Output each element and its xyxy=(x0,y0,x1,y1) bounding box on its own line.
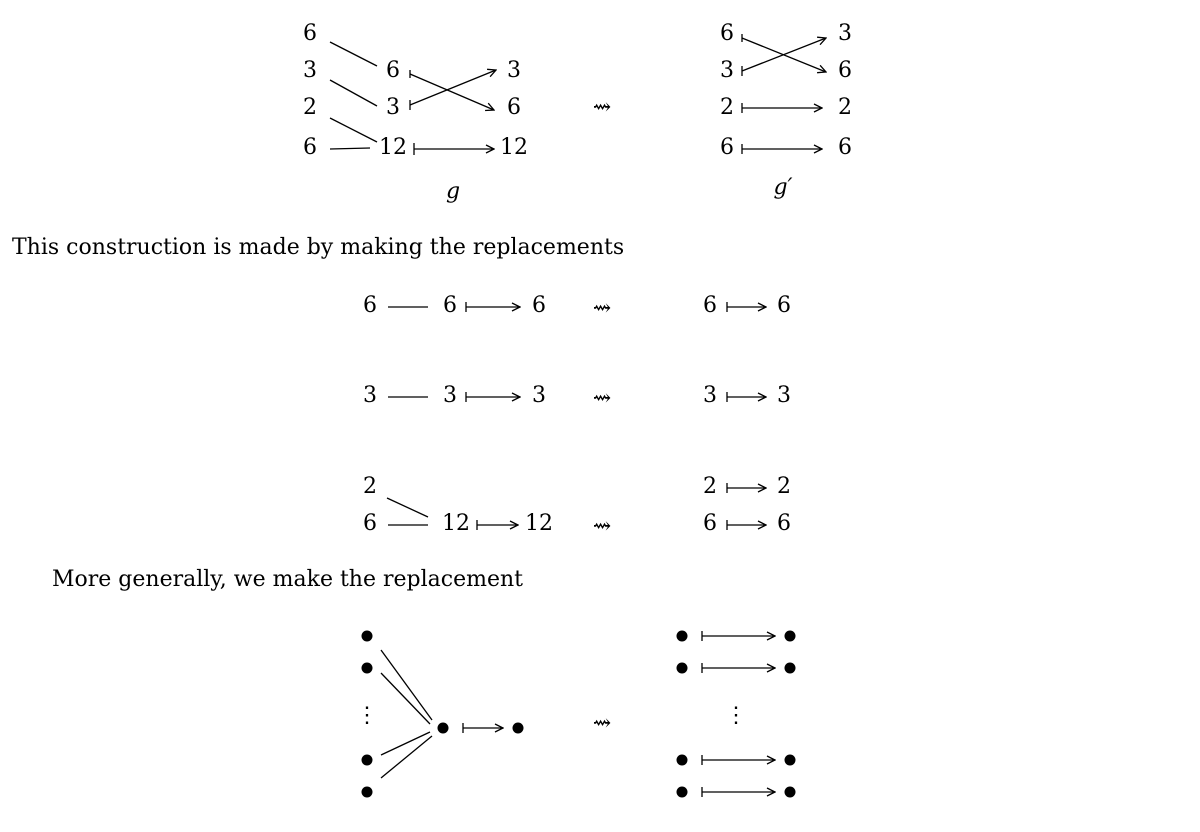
g-mid-2: 3 xyxy=(386,95,400,120)
gp-right-3: 2 xyxy=(838,95,852,120)
g-prime-label: g′ xyxy=(773,175,793,200)
dot xyxy=(677,787,688,798)
r2-mid: 3 xyxy=(443,383,457,408)
gp-right-2: 6 xyxy=(838,58,852,83)
g-mid-1: 6 xyxy=(386,58,400,83)
paragraph-replacements: This construction is made by making the replacements xyxy=(12,235,625,260)
dot xyxy=(785,787,796,798)
squiggle-arrow: ⇝ xyxy=(592,95,612,120)
r1-mid: 6 xyxy=(443,293,457,318)
gp-left-4: 6 xyxy=(720,135,734,160)
paragraph-general: More generally, we make the replacement xyxy=(52,567,523,592)
general-left-vdots: ⋮ xyxy=(356,703,378,728)
r1-squiggle: ⇝ xyxy=(592,296,612,321)
dot xyxy=(677,663,688,674)
r3-left-top: 2 xyxy=(363,474,377,499)
r2-left: 3 xyxy=(363,383,377,408)
g-right-3: 12 xyxy=(500,135,528,160)
diagram-g-prime-lines xyxy=(742,34,826,154)
r2-squiggle: ⇝ xyxy=(592,386,612,411)
dot xyxy=(362,663,373,674)
dot xyxy=(362,631,373,642)
dot xyxy=(362,787,373,798)
gp-left-1: 6 xyxy=(720,21,734,46)
r1-right: 6 xyxy=(532,293,546,318)
r3-out-bottom-left: 6 xyxy=(703,511,717,536)
diagram-g-lines xyxy=(330,42,496,155)
r2-right: 3 xyxy=(532,383,546,408)
r2-out-left: 3 xyxy=(703,383,717,408)
general-squiggle: ⇝ xyxy=(592,711,612,736)
dot xyxy=(785,755,796,766)
g-left-2: 3 xyxy=(303,58,317,83)
r3-out-bottom-right: 6 xyxy=(777,511,791,536)
r1-out-right: 6 xyxy=(777,293,791,318)
dot xyxy=(785,631,796,642)
dot xyxy=(438,723,449,734)
dot xyxy=(513,723,524,734)
gp-left-3: 2 xyxy=(720,95,734,120)
r1-out-left: 6 xyxy=(703,293,717,318)
g-right-2: 6 xyxy=(507,95,521,120)
r3-mid: 12 xyxy=(442,511,470,536)
dot xyxy=(362,755,373,766)
g-label: g xyxy=(445,179,461,204)
g-left-1: 6 xyxy=(303,21,317,46)
general-fan-lines xyxy=(381,650,503,778)
dot xyxy=(677,631,688,642)
r2-out-right: 3 xyxy=(777,383,791,408)
gp-left-2: 3 xyxy=(720,58,734,83)
g-mid-3: 12 xyxy=(379,135,407,160)
gp-right-1: 3 xyxy=(838,21,852,46)
r1-left: 6 xyxy=(363,293,377,318)
r3-out-top-left: 2 xyxy=(703,474,717,499)
dot xyxy=(677,755,688,766)
g-left-3: 2 xyxy=(303,95,317,120)
r3-squiggle: ⇝ xyxy=(592,514,612,539)
r3-out-top-right: 2 xyxy=(777,474,791,499)
r3-right: 12 xyxy=(525,511,553,536)
g-left-4: 6 xyxy=(303,135,317,160)
r3-left-bottom: 6 xyxy=(363,511,377,536)
general-right-vdots: ⋮ xyxy=(725,703,747,728)
gp-right-4: 6 xyxy=(838,135,852,160)
g-right-1: 3 xyxy=(507,58,521,83)
dot xyxy=(785,663,796,674)
